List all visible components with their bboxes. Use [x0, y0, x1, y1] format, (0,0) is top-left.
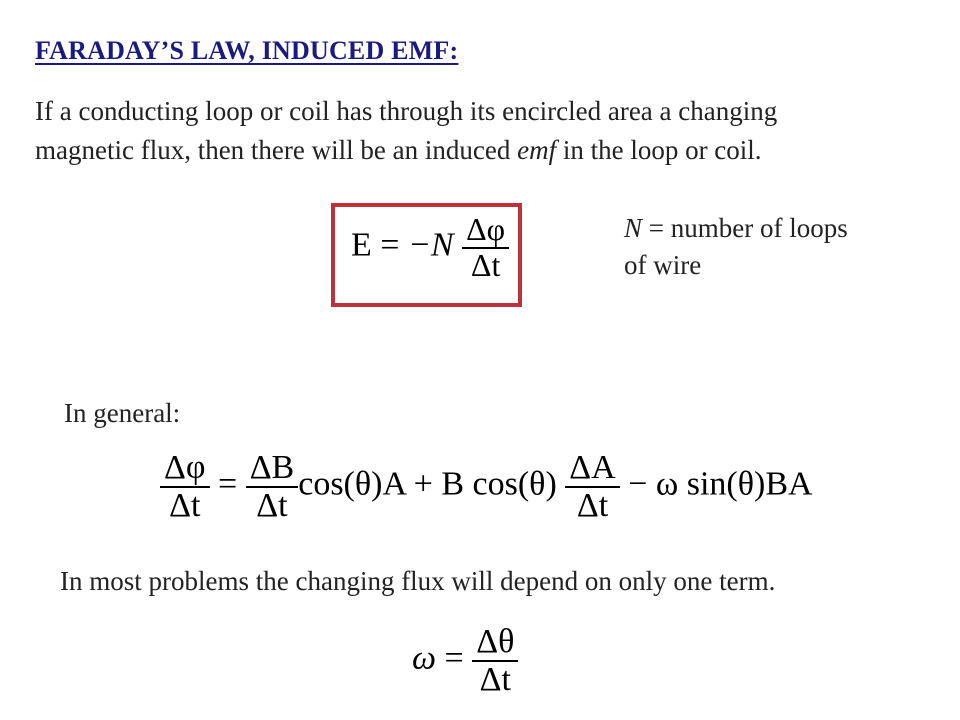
- faraday-equation: [351, 213, 509, 282]
- flux-fraction: [462, 213, 509, 282]
- note-line-1-rest: = number of loops: [642, 213, 848, 243]
- emf-term: emf: [517, 135, 557, 165]
- problems-statement: In most problems the changing flux will depend on only one term.: [60, 566, 776, 596]
- field-change-denominator: Δt: [256, 486, 288, 524]
- faraday-equation-box: [331, 203, 522, 307]
- area-change-numerator: ΔA: [569, 449, 616, 486]
- omega-symbol: ω: [412, 639, 437, 677]
- field-change-numerator: ΔB: [249, 449, 295, 486]
- angle-change-fraction: [472, 624, 518, 697]
- equals-sign: =: [444, 639, 464, 677]
- general-lhs-fraction: [160, 450, 210, 523]
- rotation-term: − ω sin(θ)BA: [628, 465, 813, 503]
- general-label: In general:: [64, 398, 181, 428]
- intro-line-1: If a conducting loop or coil has through its encircled area a changing: [35, 96, 778, 126]
- slide-title: FARADAY’S LAW, INDUCED EMF:: [35, 36, 459, 65]
- general-lhs-denominator: Δt: [169, 486, 201, 524]
- intro-line-2: [35, 131, 925, 170]
- general-flux-equation: [160, 450, 813, 523]
- n-definition-note: [624, 210, 924, 284]
- flux-denominator: Δt: [470, 246, 501, 283]
- equals-sign: =: [218, 465, 238, 503]
- intro-line-2-start: magnetic flux, then there will be an induced: [35, 135, 518, 165]
- note-line-2: of wire: [624, 250, 702, 280]
- coefficient-n: −N: [407, 226, 454, 264]
- note-line-1: [624, 210, 924, 247]
- angle-change-denominator: Δt: [479, 660, 511, 698]
- flux-numerator: Δφ: [466, 211, 506, 247]
- general-middle-terms: cos(θ)A + B cos(θ): [298, 465, 557, 503]
- emf-symbol: E: [351, 226, 372, 264]
- field-change-fraction: [246, 450, 299, 523]
- area-change-denominator: Δt: [576, 486, 609, 524]
- angular-velocity-equation: [412, 624, 518, 697]
- n-variable: N: [624, 213, 643, 243]
- general-lhs-numerator: Δφ: [164, 449, 206, 486]
- intro-line-2-end: in the loop or coil.: [556, 135, 762, 165]
- area-change-fraction: [565, 450, 619, 523]
- equals-sign: =: [380, 226, 400, 264]
- intro-paragraph: [35, 92, 925, 170]
- angle-change-numerator: Δθ: [476, 623, 515, 660]
